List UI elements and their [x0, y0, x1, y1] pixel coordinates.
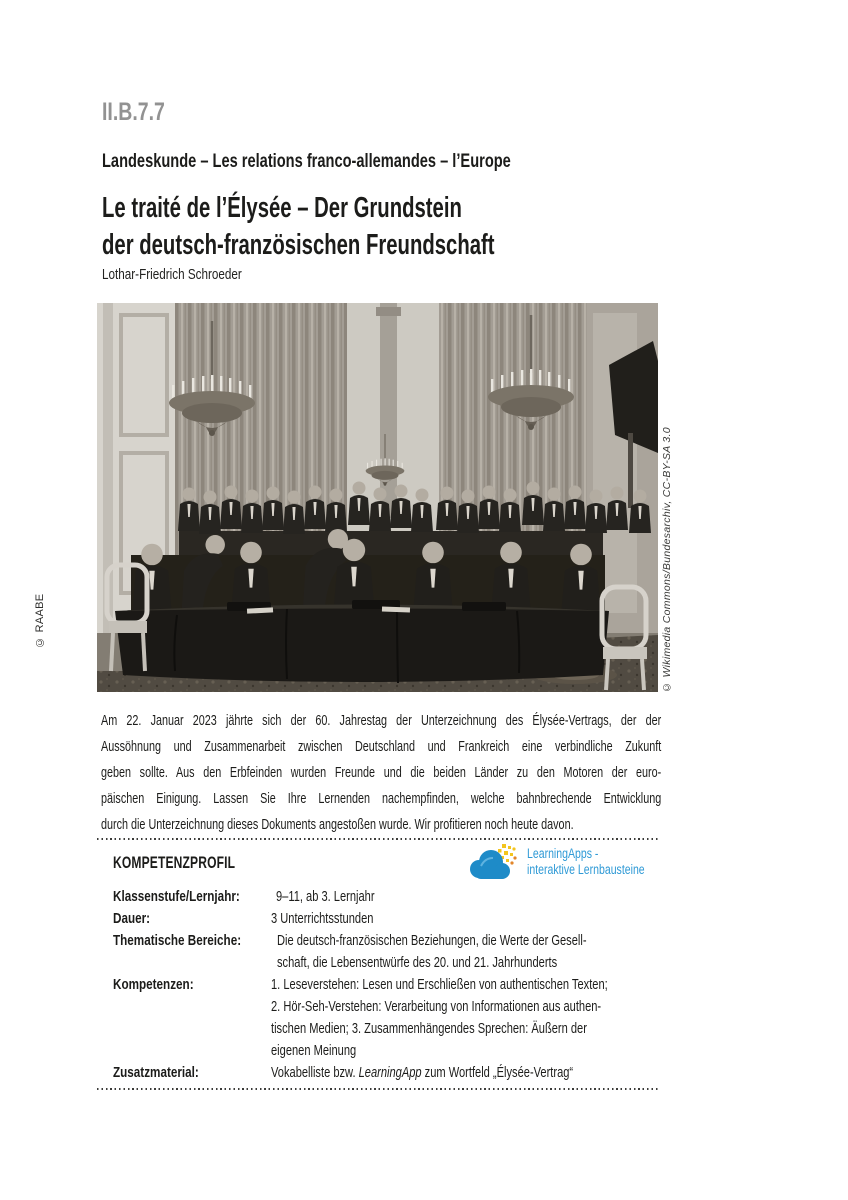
author-name: Lothar-Friedrich Schroeder	[102, 266, 242, 283]
intro-line: Am 22. Januar 2023 jährte sich der 60. Jahrestag der Unterzeichnung des Élysée-Vertrags, der der	[101, 713, 662, 729]
row-value: 9–11, ab 3. Lernjahr	[275, 888, 375, 905]
learningapps-logo	[467, 843, 678, 883]
series-line: Landeskunde – Les relations franco-allemandes – l’Europe	[102, 150, 511, 172]
divider-dotted-bottom	[97, 1088, 658, 1090]
treaty-signing-photo	[97, 303, 658, 692]
treaty-signing-photo-art	[97, 303, 658, 692]
row-label: Klassenstufe/Lernjahr:	[113, 888, 240, 905]
intro-line: geben sollte. Aus den Erbfeinden wurden Freunde und die beiden Länder zu den Motoren der euro-	[101, 765, 662, 781]
row-label: Zusatzmaterial:	[113, 1064, 199, 1081]
kompetenzprofil-table	[113, 886, 656, 1084]
row-label: Dauer:	[113, 910, 151, 927]
intro-line: päischen Einigung. Lassen Sie Ihre Lernenden nachempfinden, welche bahnbrechende Entwicklung	[101, 791, 662, 807]
kompetenzprofil-heading: KOMPETENZPROFIL	[113, 853, 236, 872]
raabe-copyright: © RAABE	[34, 593, 46, 648]
page-title	[102, 190, 495, 264]
row-value: 1. Leseverstehen: Lesen und Erschließen von authentischen Texten; 2. Hör-Seh-Verstehen: Verarbeitung von Informationen aus authen- tischen Medien; 3. Zusammenhängendes Sprechen: Äußern der eigenen Meinung	[271, 976, 608, 1059]
profile-row-zusatzmaterial	[113, 1062, 656, 1084]
intro-paragraph	[101, 708, 848, 838]
learningapps-logo-text	[527, 846, 645, 878]
logo-text-line-1: LearningApps -	[527, 846, 599, 861]
doc-id: II.B.7.7	[102, 98, 165, 126]
divider-dotted-top	[97, 838, 658, 840]
profile-row-dauer	[113, 908, 656, 930]
row-value: 3 Unterrichtsstunden	[271, 910, 374, 927]
profile-row-thematische-bereiche	[113, 930, 656, 974]
intro-line: durch die Unterzeichnung dieses Dokuments angestoßen wurde. Wir profitieren noch heute davon.	[101, 817, 574, 833]
row-label: Kompetenzen:	[113, 976, 194, 993]
row-label: Thematische Bereiche:	[113, 932, 242, 949]
logo-text-line-2: interaktive Lernbausteine	[527, 862, 645, 877]
row-value: Die deutsch-französischen Beziehungen, die Werte der Gesell- schaft, die Lebensentwürfe des 20. und 21. Jahrhunderts	[277, 932, 587, 971]
intro-line: Aussöhnung und Zusammenarbeit zwischen Deutschland und Frankreich eine verbindliche Zukunft	[101, 739, 662, 755]
title-line-1: Le traité de l’Élysée – Der Grundstein	[102, 192, 462, 224]
profile-row-klassenstufe	[113, 886, 656, 908]
row-value	[271, 1062, 679, 1084]
zusatzmaterial-value: Vokabelliste bzw. LearningApp zum Wortfeld „Élysée-Vertrag“	[271, 1064, 574, 1081]
learningapp-italic: LearningApp	[358, 1064, 422, 1081]
cloud-puzzle-icon	[467, 843, 523, 883]
photo-credit: © Wikimedia Commons/Bundesarchiv, CC-BY-SA 3.0	[661, 427, 673, 693]
title-line-2: der deutsch-französischen Freundschaft	[102, 229, 495, 261]
profile-row-kompetenzen	[113, 974, 656, 1062]
